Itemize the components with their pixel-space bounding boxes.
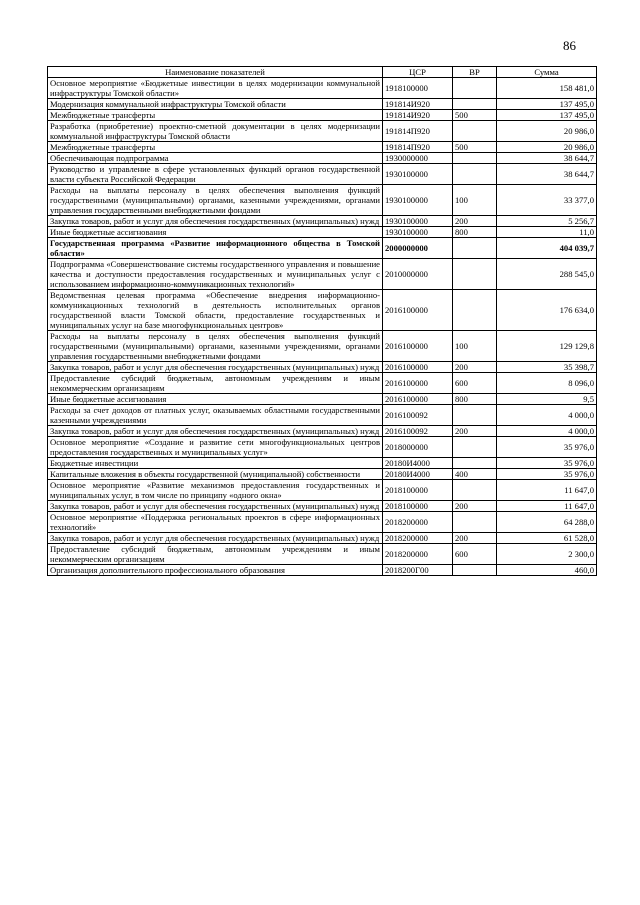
header-name: Наименование показателей	[48, 67, 383, 78]
row-vr-cell	[453, 78, 497, 99]
row-name-cell: Подпрограмма «Совершенствование системы государственного управления и повышение качества и доступности предоставления государственных и муниципальных услуг с использованием информационно-коммуникационных технологий»	[48, 259, 383, 290]
table-row	[48, 153, 597, 164]
row-csr-cell: 2018100000	[383, 480, 453, 501]
row-csr-cell: 2016100000	[383, 373, 453, 394]
row-csr-cell: 2016100000	[383, 331, 453, 362]
row-name-cell: Основное мероприятие «Развитие механизмов предоставления государственных и муниципальных услуг, в том числе по принципу «одного окна»	[48, 480, 383, 501]
row-csr-cell: 191814П920	[383, 121, 453, 142]
header-sum: Сумма	[497, 67, 597, 78]
row-sum-cell: 11 647,0	[497, 480, 597, 501]
row-sum-cell: 9,5	[497, 394, 597, 405]
table-row	[48, 238, 597, 259]
row-name-cell: Межбюджетные трансферты	[48, 142, 383, 153]
row-vr-cell	[453, 458, 497, 469]
row-sum-cell: 137 495,0	[497, 99, 597, 110]
row-csr-cell: 1930000000	[383, 153, 453, 164]
row-sum-cell: 64 288,0	[497, 512, 597, 533]
row-vr-cell	[453, 99, 497, 110]
row-name-cell: Руководство и управление в сфере установленных функций органов государственной власти субъекта Российской Федерации	[48, 164, 383, 185]
row-name-cell: Государственная программа «Развитие информационного общества в Томской области»	[48, 238, 383, 259]
row-sum-cell: 38 644,7	[497, 164, 597, 185]
row-sum-cell: 35 398,7	[497, 362, 597, 373]
row-vr-cell	[453, 565, 497, 576]
row-csr-cell: 191814И920	[383, 99, 453, 110]
table-row	[48, 565, 597, 576]
row-vr-cell: 800	[453, 394, 497, 405]
row-sum-cell: 35 976,0	[497, 437, 597, 458]
table-row	[48, 362, 597, 373]
row-name-cell: Закупка товаров, работ и услуг для обеспечения государственных (муниципальных) нужд	[48, 362, 383, 373]
row-csr-cell: 2016100092	[383, 426, 453, 437]
table-row	[48, 331, 597, 362]
table-row	[48, 405, 597, 426]
row-sum-cell: 38 644,7	[497, 153, 597, 164]
row-sum-cell: 20 986,0	[497, 121, 597, 142]
row-csr-cell: 20180И4000	[383, 469, 453, 480]
row-name-cell: Основное мероприятие «Бюджетные инвестиции в целях модернизации коммунальной инфраструктуры Томской области»	[48, 78, 383, 99]
row-vr-cell	[453, 238, 497, 259]
row-csr-cell: 1930100000	[383, 227, 453, 238]
row-vr-cell	[453, 153, 497, 164]
row-name-cell: Капитальные вложения в объекты государственной (муниципальной) собственности	[48, 469, 383, 480]
table-row	[48, 512, 597, 533]
row-csr-cell: 2018200000	[383, 544, 453, 565]
row-vr-cell	[453, 164, 497, 185]
table-row	[48, 78, 597, 99]
table-row	[48, 373, 597, 394]
row-vr-cell: 800	[453, 227, 497, 238]
row-vr-cell: 200	[453, 501, 497, 512]
table-row	[48, 437, 597, 458]
header-csr: ЦСР	[383, 67, 453, 78]
row-sum-cell: 158 481,0	[497, 78, 597, 99]
row-sum-cell: 288 545,0	[497, 259, 597, 290]
row-name-cell: Организация дополнительного профессионального образования	[48, 565, 383, 576]
row-vr-cell	[453, 437, 497, 458]
table-row	[48, 110, 597, 121]
row-csr-cell: 2018100000	[383, 501, 453, 512]
row-csr-cell: 191814И920	[383, 110, 453, 121]
row-sum-cell: 61 528,0	[497, 533, 597, 544]
row-csr-cell: 2016100000	[383, 362, 453, 373]
row-csr-cell: 1930100000	[383, 216, 453, 227]
row-name-cell: Предоставление субсидий бюджетным, автономным учреждениям и иным некоммерческим организациям	[48, 544, 383, 565]
row-vr-cell	[453, 259, 497, 290]
row-name-cell: Разработка (приобретение) проектно-сметной документации в целях модернизации коммунальной инфраструктуры Томской области	[48, 121, 383, 142]
table-row	[48, 426, 597, 437]
budget-table	[47, 66, 597, 576]
row-name-cell: Обеспечивающая подпрограмма	[48, 153, 383, 164]
row-sum-cell: 35 976,0	[497, 469, 597, 480]
row-sum-cell: 137 495,0	[497, 110, 597, 121]
row-csr-cell: 20180И4000	[383, 458, 453, 469]
table-row	[48, 290, 597, 331]
row-vr-cell: 200	[453, 216, 497, 227]
row-csr-cell: 1930100000	[383, 164, 453, 185]
row-vr-cell: 200	[453, 426, 497, 437]
row-csr-cell: 1918100000	[383, 78, 453, 99]
row-name-cell: Закупка товаров, работ и услуг для обеспечения государственных (муниципальных) нужд	[48, 426, 383, 437]
row-name-cell: Ведомственная целевая программа «Обеспечение внедрения информационно-коммуникационных технологий в деятельность исполнительных органов государственной власти Томской области, предоставление государственных и муниципальных услуг на базе многофункциональных центров»	[48, 290, 383, 331]
row-vr-cell	[453, 512, 497, 533]
row-name-cell: Предоставление субсидий бюджетным, автономным учреждениям и иным некоммерческим организациям	[48, 373, 383, 394]
row-vr-cell: 200	[453, 533, 497, 544]
row-sum-cell: 8 096,0	[497, 373, 597, 394]
table-row	[48, 469, 597, 480]
table-row	[48, 121, 597, 142]
row-vr-cell: 600	[453, 544, 497, 565]
row-vr-cell: 500	[453, 142, 497, 153]
row-vr-cell	[453, 405, 497, 426]
table-body	[48, 78, 597, 576]
row-csr-cell: 2010000000	[383, 259, 453, 290]
table-row	[48, 394, 597, 405]
row-vr-cell	[453, 121, 497, 142]
row-name-cell: Межбюджетные трансферты	[48, 110, 383, 121]
row-name-cell: Закупка товаров, работ и услуг для обеспечения государственных (муниципальных) нужд	[48, 216, 383, 227]
row-name-cell: Иные бюджетные ассигнования	[48, 394, 383, 405]
row-name-cell: Модернизация коммунальной инфраструктуры Томской области	[48, 99, 383, 110]
row-csr-cell: 2018200Г00	[383, 565, 453, 576]
table-row	[48, 259, 597, 290]
table-row	[48, 164, 597, 185]
row-sum-cell: 4 000,0	[497, 426, 597, 437]
row-name-cell: Иные бюджетные ассигнования	[48, 227, 383, 238]
table-row	[48, 142, 597, 153]
row-sum-cell: 4 000,0	[497, 405, 597, 426]
table-row	[48, 227, 597, 238]
table-row	[48, 501, 597, 512]
row-name-cell: Основное мероприятие «Поддержка региональных проектов в сфере информационных технологий»	[48, 512, 383, 533]
table-row	[48, 458, 597, 469]
row-csr-cell: 2000000000	[383, 238, 453, 259]
row-sum-cell: 35 976,0	[497, 458, 597, 469]
row-sum-cell: 404 039,7	[497, 238, 597, 259]
row-name-cell: Основное мероприятие «Создание и развитие сети многофункциональных центров предоставления государственных и муниципальных услуг»	[48, 437, 383, 458]
row-name-cell: Закупка товаров, работ и услуг для обеспечения государственных (муниципальных) нужд	[48, 501, 383, 512]
row-csr-cell: 2018200000	[383, 512, 453, 533]
row-name-cell: Расходы за счет доходов от платных услуг, оказываемых областными государственными казенными учреждениями	[48, 405, 383, 426]
row-sum-cell: 460,0	[497, 565, 597, 576]
row-vr-cell: 600	[453, 373, 497, 394]
row-vr-cell	[453, 480, 497, 501]
row-csr-cell: 191814П920	[383, 142, 453, 153]
row-name-cell: Расходы на выплаты персоналу в целях обеспечения выполнения функций государственными (муниципальными) органами, казенными учреждениями, органами управления государственными внебюджетными фондами	[48, 331, 383, 362]
row-csr-cell: 2016100092	[383, 405, 453, 426]
row-sum-cell: 11 647,0	[497, 501, 597, 512]
row-sum-cell: 11,0	[497, 227, 597, 238]
table-row	[48, 185, 597, 216]
row-sum-cell: 33 377,0	[497, 185, 597, 216]
header-vr: ВР	[453, 67, 497, 78]
row-vr-cell: 400	[453, 469, 497, 480]
table-row	[48, 216, 597, 227]
row-csr-cell: 1930100000	[383, 185, 453, 216]
table-row	[48, 480, 597, 501]
table-row	[48, 544, 597, 565]
row-sum-cell: 20 986,0	[497, 142, 597, 153]
row-vr-cell: 200	[453, 362, 497, 373]
row-sum-cell: 5 256,7	[497, 216, 597, 227]
row-vr-cell	[453, 290, 497, 331]
row-sum-cell: 2 300,0	[497, 544, 597, 565]
row-name-cell: Закупка товаров, работ и услуг для обеспечения государственных (муниципальных) нужд	[48, 533, 383, 544]
table-row	[48, 99, 597, 110]
table-header-row	[48, 67, 597, 78]
row-vr-cell: 500	[453, 110, 497, 121]
page-number: 86	[563, 38, 576, 53]
row-csr-cell: 2016100000	[383, 290, 453, 331]
row-name-cell: Расходы на выплаты персоналу в целях обеспечения выполнения функций государственными (муниципальными) органами, казенными учреждениями, органами управления государственными внебюджетными фондами	[48, 185, 383, 216]
row-sum-cell: 176 634,0	[497, 290, 597, 331]
row-sum-cell: 129 129,8	[497, 331, 597, 362]
row-csr-cell: 2018000000	[383, 437, 453, 458]
table-row	[48, 533, 597, 544]
row-csr-cell: 2016100000	[383, 394, 453, 405]
row-name-cell: Бюджетные инвестиции	[48, 458, 383, 469]
row-vr-cell: 100	[453, 185, 497, 216]
row-csr-cell: 2018200000	[383, 533, 453, 544]
row-vr-cell: 100	[453, 331, 497, 362]
